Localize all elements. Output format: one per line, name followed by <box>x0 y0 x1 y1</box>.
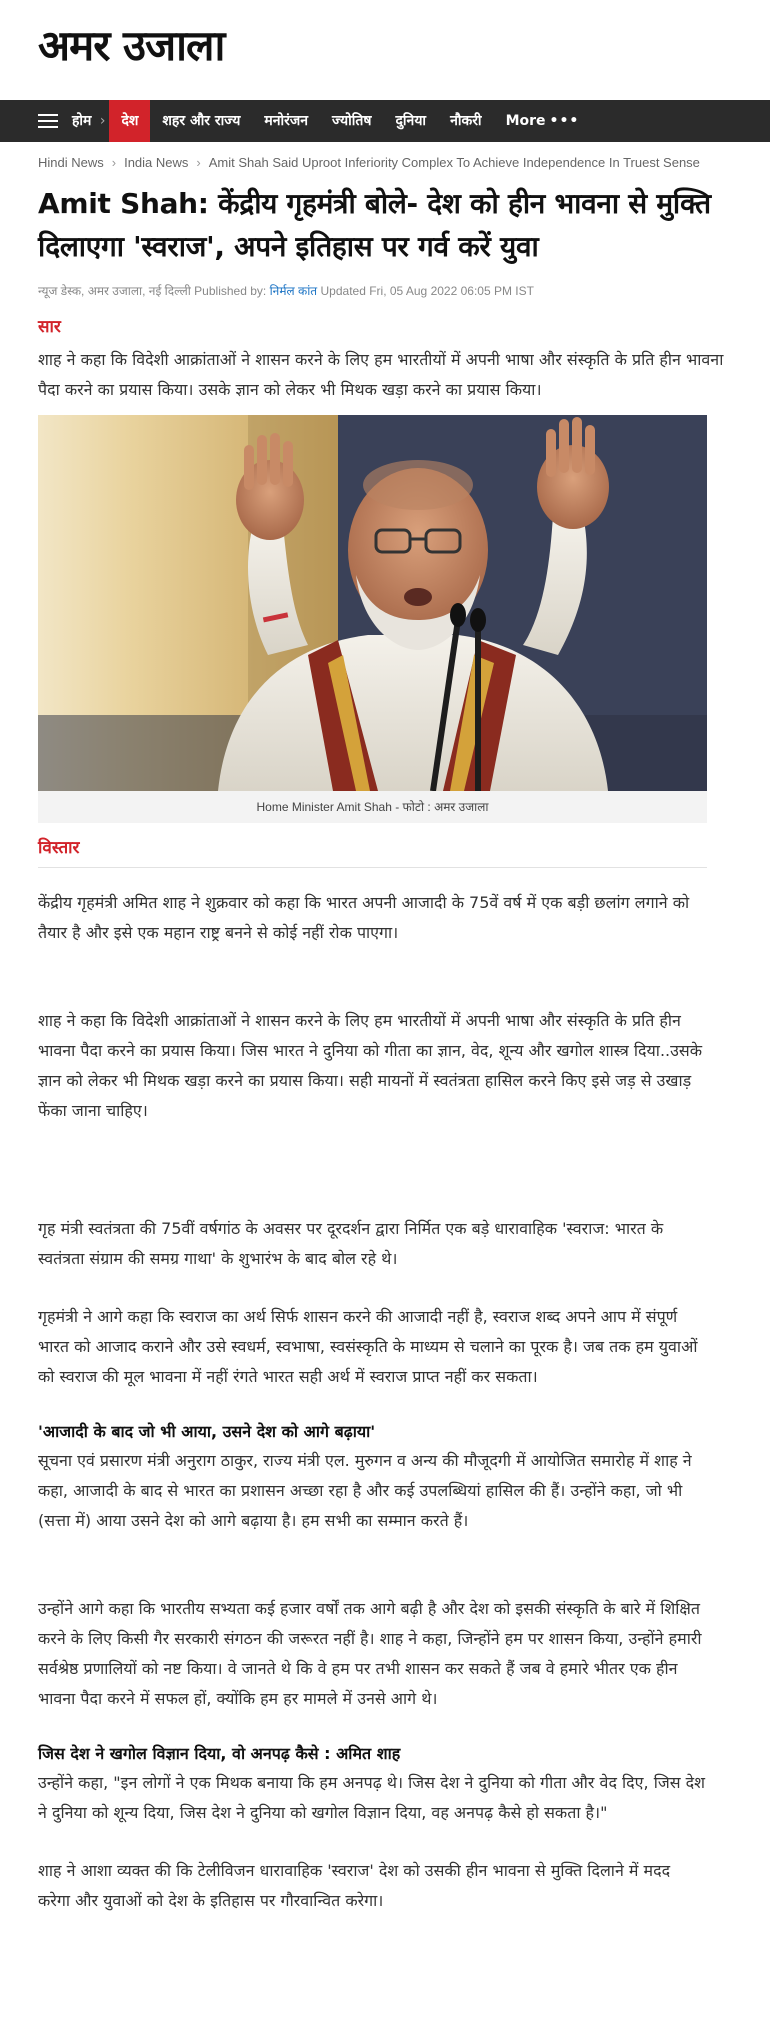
summary-text: शाह ने कहा कि विदेशी आक्रांताओं ने शासन करने के लिए हम भारतीयों में अपनी भाषा और संस्कृति के प्रति हीन भावना पैदा करने का प्रयास किया। उसके ज्ञान को लेकर भी मिथक खड़ा करने का प्रयास किया। <box>38 350 724 399</box>
nav-item-astrology[interactable]: ज्योतिष <box>332 113 372 129</box>
breadcrumb-current: Amit Shah Said Uproot Inferiority Complex To Achieve Independence In Truest Sense <box>208 155 700 170</box>
nav-item-more[interactable] <box>494 100 592 142</box>
article-paragraph: गृह मंत्री स्वतंत्रता की 75वीं वर्षगांठ के अवसर पर दूरदर्शन द्वारा निर्मित एक बड़े धारावाहिक 'स्वराज: भारत के स्वतंत्रता संग्राम की समग्र गाथा' के शुभारंभ के बाद बोल रहे थे। <box>38 1219 664 1268</box>
nav-item-world[interactable]: दुनिया <box>395 113 427 129</box>
detail-label: विस्तार <box>38 835 707 868</box>
logo-bar <box>0 0 770 100</box>
summary-label: सार <box>38 317 61 337</box>
breadcrumb <box>38 155 732 170</box>
breadcrumb-india-news[interactable]: India News <box>124 155 189 170</box>
site-header <box>0 0 770 142</box>
nav-item-home[interactable]: होम › <box>72 100 109 142</box>
article-paragraph: केंद्रीय गृहमंत्री अमित शाह ने शुक्रवार को कहा कि भारत अपनी आजादी के 75वें वर्ष में एक बड़ी छलांग लगाने को तैयार है और इसे एक महान राष्ट्र बनने से कोई नहीं रोक पाएगा। <box>38 893 690 942</box>
image-caption: Home Minister Amit Shah - फोटो : अमर उजाला <box>38 791 707 823</box>
article-subheading: 'आजादी के बाद जो भी आया, उसने देश को आगे बढ़ाया' <box>38 1422 376 1441</box>
hamburger-menu-icon[interactable] <box>38 114 58 128</box>
article-paragraph: उन्होंने कहा, "इन लोगों ने एक मिथक बनाया कि हम अनपढ़ थे। जिस देश ने दुनिया को गीता और वेद दिए, जिस देश ने दुनिया को शून्य दिया, जिस देश ने दुनिया को खगोल विज्ञान दिया, वह अनपढ़ कैसे हो सकता है।" <box>38 1773 705 1822</box>
article-paragraph: उन्होंने आगे कहा कि भारतीय सभ्यता कई हजार वर्षों तक आगे बढ़ी है और देश को इसकी संस्कृति के बारे में शिक्षित करने के लिए किसी गैर सरकारी संगठन की जरूरत नहीं है। शाह ने कहा, जिन्होंने हम पर शासन किया, उन्होंने हमारी सर्वश्रेष्ठ प्रणालियों को नष्ट किया। वे जानते थे कि वे हम पर तभी शासन कर सकते हैं जब वे हमारे भीतर एक हीन भावना पैदा करने में सफल हों, क्योंकि हम हर मामले में उनसे आगे थे। <box>38 1599 702 1708</box>
nav-item-city-state[interactable]: शहर और राज्य <box>162 113 241 129</box>
breadcrumb-separator-icon: › <box>111 155 117 170</box>
article-paragraph: सूचना एवं प्रसारण मंत्री अनुराग ठाकुर, राज्य मंत्री एल. मुरुगन व अन्य की मौजूदगी में आयोजित समारोह में शाह ने कहा, आजादी के बाद से भारत का प्रशासन अच्छा रहा है और कई उपलब्धियां हासिल की हैं। उन्होंने कहा, जो भी (सत्ता में) आया उसने देश को आगे बढ़ाया है। हम सभी का सम्मान करते हैं। <box>38 1451 692 1530</box>
article-paragraph: शाह ने आशा व्यक्त की कि टेलीविजन धारावाहिक 'स्वराज' देश को उसकी हीन भावना से मुक्ति दिलाने में मदद करेगा और युवाओं को देश के इतिहास पर गौरवान्वित करेगा। <box>38 1861 671 1910</box>
nav-item-entertainment[interactable]: मनोरंजन <box>264 113 309 129</box>
article-figure <box>38 415 707 823</box>
main-nav <box>0 100 770 142</box>
article-paragraph: शाह ने कहा कि विदेशी आक्रांताओं ने शासन करने के लिए हम भारतीयों में अपनी भाषा और संस्कृति के प्रति हीन भावना पैदा करने का प्रयास किया। जिस भारत ने दुनिया को गीता का ज्ञान, वेद, शून्य और खगोल शास्त्र दिया..उसके ज्ञान को लेकर भी मिथक खड़ा करने का प्रयास किया। सही मायनों में स्वतंत्रता हासिल करने किए इसे जड़ से उखाड़ फेंका जाना चाहिए। <box>38 1011 702 1120</box>
photo-illustration <box>38 415 707 791</box>
updated-timestamp: Updated Fri, 05 Aug 2022 06:05 PM IST <box>320 284 534 298</box>
site-logo[interactable]: अमर उजाला <box>38 21 225 70</box>
article-paragraph: गृहमंत्री ने आगे कहा कि स्वराज का अर्थ सिर्फ शासन करने की आजादी नहीं है, स्वराज शब्द अपने आप में संपूर्ण भारत को आजाद कराने और उसे स्वधर्म, स्वभाषा, स्वसंस्कृति के माध्यम से चलाने का पूरक है। जब तक हम युवाओं को स्वराज की मूल भावना में नहीं रंगते भारत सही अर्थ में स्वराज प्राप्त नहीं कर सकता। <box>38 1307 698 1386</box>
nav-more-label: More <box>505 113 546 129</box>
published-by-label: Published by: <box>194 284 267 298</box>
byline-desk: न्यूज डेस्क, अमर उजाला, नई दिल्ली <box>38 284 191 298</box>
article-subheading: जिस देश ने खगोल विज्ञान दिया, वो अनपढ़ कैसे : अमित शाह <box>38 1744 401 1763</box>
article-byline <box>38 282 732 299</box>
more-dots-icon: ••• <box>549 113 580 129</box>
nav-item-jobs[interactable]: नौकरी <box>450 113 482 129</box>
breadcrumb-hindi-news[interactable]: Hindi News <box>38 155 104 170</box>
article-headline: Amit Shah: केंद्रीय गृहमंत्री बोले- देश को हीन भावना से मुक्ति दिलाएगा 'स्वराज', अपने इतिहास पर गर्व करें युवा <box>38 187 711 263</box>
article-photo[interactable] <box>38 415 707 791</box>
author-link[interactable]: निर्मल कांत <box>269 284 318 298</box>
article-main <box>0 155 770 1916</box>
nav-item-desh[interactable]: देश <box>109 100 150 142</box>
breadcrumb-separator-icon: › <box>196 155 201 170</box>
